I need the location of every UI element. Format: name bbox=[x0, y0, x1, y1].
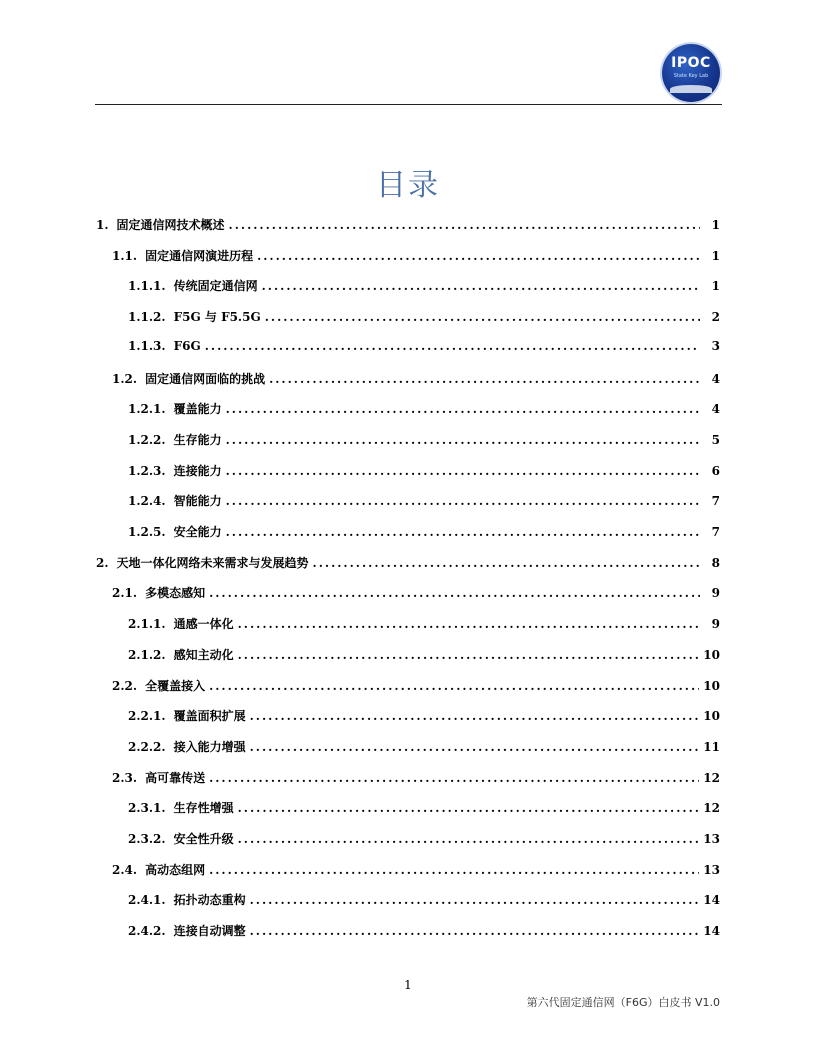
toc-entry-title: 生存性增强 bbox=[173, 801, 234, 816]
toc-leader-dots bbox=[269, 372, 700, 386]
toc-entry-page: 13 bbox=[703, 832, 720, 846]
toc-entry-number: 1.2.3. bbox=[128, 463, 166, 478]
toc-leader-dots bbox=[250, 893, 700, 907]
toc-entry-page: 14 bbox=[703, 893, 720, 908]
toc-entry-number: 1.2.1. bbox=[128, 402, 166, 417]
logo-text: IPOC bbox=[671, 55, 711, 71]
toc-entry-number: 2.4.1. bbox=[128, 893, 166, 908]
toc-entry[interactable] bbox=[128, 799, 720, 821]
toc-entry-page: 13 bbox=[703, 862, 720, 877]
toc-entry[interactable] bbox=[128, 400, 720, 422]
toc-entry-title: 拓扑动态重构 bbox=[173, 893, 246, 908]
toc-entry-page: 9 bbox=[711, 586, 720, 601]
toc-entry-title: 安全性升级 bbox=[173, 832, 234, 846]
toc-entry-page: 6 bbox=[711, 463, 720, 478]
toc-entry-title: F5G 与 F5.5G bbox=[173, 310, 261, 325]
toc-entry-title: 固定通信网技术概述 bbox=[116, 218, 225, 232]
toc-entry-page: 4 bbox=[711, 371, 720, 386]
toc-entry[interactable] bbox=[128, 830, 720, 852]
toc-entry-number: 1.2.5. bbox=[128, 525, 166, 539]
toc-entry-title: 感知主动化 bbox=[173, 647, 234, 662]
toc-entry[interactable] bbox=[128, 431, 720, 453]
toc-entry-number: 1.1.1. bbox=[128, 279, 166, 294]
toc-entry[interactable] bbox=[128, 523, 720, 545]
toc-entry-page: 10 bbox=[703, 647, 720, 662]
toc-entry-number: 2.2. bbox=[112, 678, 138, 693]
toc-entry-number: 2.4.2. bbox=[128, 924, 166, 939]
toc-entry-title: F6G bbox=[173, 338, 201, 353]
toc-leader-dots bbox=[238, 832, 700, 846]
toc-entry-number: 2.3.1. bbox=[128, 801, 166, 816]
toc-entry-page: 1 bbox=[711, 248, 720, 263]
page-number: 1 bbox=[404, 978, 412, 992]
toc-entry-title: 通感一体化 bbox=[173, 617, 234, 632]
toc-entry[interactable] bbox=[128, 738, 720, 760]
toc-entry-title: 覆盖面积扩展 bbox=[173, 709, 246, 724]
toc-entry-title: 全覆盖接入 bbox=[145, 678, 206, 693]
footer-doc-title: 第六代固定通信网（F6G）白皮书 V1.0 bbox=[526, 996, 720, 1009]
toc-entry[interactable] bbox=[128, 339, 720, 361]
toc-entry-title: 高动态组网 bbox=[145, 862, 206, 877]
toc-entry-page: 7 bbox=[711, 525, 720, 539]
toc-entry-number: 1.2. bbox=[112, 371, 138, 386]
toc-entry-number: 1.1. bbox=[112, 248, 138, 263]
toc-leader-dots bbox=[209, 586, 700, 600]
toc-entry[interactable] bbox=[128, 922, 720, 944]
toc-entry[interactable] bbox=[128, 646, 720, 668]
toc-entry-number: 2.1.2. bbox=[128, 647, 166, 662]
toc-leader-dots bbox=[250, 924, 700, 938]
toc-entry-number: 2.2.2. bbox=[128, 739, 166, 754]
toc-leader-dots bbox=[262, 279, 700, 293]
toc-entry-page: 12 bbox=[703, 770, 720, 785]
toc-entry-page: 9 bbox=[711, 617, 720, 632]
toc-entry-title: 天地一体化网络未来需求与发展趋势 bbox=[116, 555, 309, 570]
toc-entry-number: 2.3. bbox=[112, 770, 138, 785]
logo-subtext: State Key Lab bbox=[673, 73, 709, 79]
toc-entry-title: 安全能力 bbox=[173, 525, 222, 539]
toc-entry-title: 固定通信网面临的挑战 bbox=[145, 371, 266, 386]
toc-leader-dots bbox=[238, 648, 700, 662]
toc-entry[interactable] bbox=[96, 554, 720, 576]
toc-entry[interactable] bbox=[128, 492, 720, 514]
toc-entry[interactable] bbox=[96, 216, 720, 238]
logo-wave-graphic bbox=[670, 85, 712, 93]
toc-entry-title: 接入能力增强 bbox=[173, 739, 246, 754]
toc-entry[interactable] bbox=[112, 769, 720, 791]
toc-leader-dots bbox=[226, 402, 700, 416]
toc-entry[interactable] bbox=[112, 370, 720, 392]
toc-leader-dots bbox=[226, 525, 700, 539]
toc-entry[interactable] bbox=[128, 707, 720, 729]
toc-entry-title: 传统固定通信网 bbox=[173, 279, 258, 294]
toc-entry-page: 1 bbox=[711, 279, 720, 294]
toc-entry-number: 2.1. bbox=[112, 586, 138, 601]
toc-leader-dots bbox=[209, 863, 699, 877]
toc-leader-dots bbox=[265, 310, 700, 324]
toc-entry[interactable] bbox=[128, 615, 720, 637]
header-divider bbox=[95, 104, 722, 105]
toc-entry-page: 5 bbox=[711, 432, 720, 447]
toc-leader-dots bbox=[250, 709, 700, 723]
toc-entry[interactable] bbox=[112, 861, 720, 883]
toc-entry-title: 智能能力 bbox=[173, 494, 222, 509]
toc-entry[interactable] bbox=[112, 677, 720, 699]
toc-entry-page: 2 bbox=[711, 310, 720, 325]
toc-entry-title: 连接能力 bbox=[173, 463, 222, 478]
toc-leader-dots bbox=[205, 339, 700, 353]
toc-entry-number: 2.3.2. bbox=[128, 832, 166, 846]
toc-entry-title: 连接自动调整 bbox=[173, 924, 246, 939]
toc-entry-title: 覆盖能力 bbox=[173, 402, 222, 417]
toc-leader-dots bbox=[238, 617, 700, 631]
toc-entry-page: 14 bbox=[703, 924, 720, 939]
toc-leader-dots bbox=[313, 556, 700, 570]
toc-leader-dots bbox=[257, 249, 700, 263]
toc-leader-dots bbox=[209, 771, 699, 785]
toc-entry-number: 1.2.4. bbox=[128, 494, 166, 509]
toc-leader-dots bbox=[226, 433, 700, 447]
toc-leader-dots bbox=[226, 464, 700, 478]
toc-entry-title: 固定通信网演进历程 bbox=[145, 248, 254, 263]
toc-entry-page: 10 bbox=[703, 709, 720, 724]
toc-entry-page: 8 bbox=[711, 555, 720, 570]
toc-entry-number: 1.1.3. bbox=[128, 338, 166, 353]
toc-entry-page: 4 bbox=[711, 402, 720, 417]
toc-entry-number: 1.2.2. bbox=[128, 432, 166, 447]
toc-leader-dots bbox=[238, 801, 700, 815]
toc-entry-title: 多模态感知 bbox=[145, 586, 206, 601]
toc-entry-number: 2.2.1. bbox=[128, 709, 166, 724]
toc-entry[interactable] bbox=[128, 891, 720, 913]
toc-entry-page: 11 bbox=[703, 739, 720, 754]
toc-entry[interactable] bbox=[128, 277, 720, 299]
toc-entry-page: 10 bbox=[703, 678, 720, 693]
toc-entry-number: 2. bbox=[96, 555, 109, 570]
toc-leader-dots bbox=[250, 740, 700, 754]
toc-entry-number: 2.4. bbox=[112, 862, 138, 877]
toc-entry-page: 1 bbox=[711, 218, 720, 232]
toc-entry[interactable] bbox=[112, 584, 720, 606]
toc-entry-page: 12 bbox=[703, 801, 720, 816]
toc-entry-number: 1.1.2. bbox=[128, 310, 166, 325]
toc-entry-page: 3 bbox=[711, 338, 720, 353]
toc-heading: 目录 bbox=[376, 168, 440, 203]
toc-entry-number: 1. bbox=[96, 218, 109, 232]
toc-entry-page: 7 bbox=[711, 494, 720, 509]
toc-entry[interactable] bbox=[128, 462, 720, 484]
toc-leader-dots bbox=[229, 218, 700, 232]
toc-leader-dots bbox=[226, 494, 700, 508]
toc-leader-dots bbox=[209, 679, 699, 693]
ipoc-logo bbox=[662, 44, 720, 102]
toc-entry-number: 2.1.1. bbox=[128, 617, 166, 632]
toc-entry-title: 高可靠传送 bbox=[145, 770, 206, 785]
toc-entry[interactable] bbox=[112, 247, 720, 269]
toc-entry[interactable] bbox=[128, 308, 720, 330]
toc-entry-title: 生存能力 bbox=[173, 432, 222, 447]
